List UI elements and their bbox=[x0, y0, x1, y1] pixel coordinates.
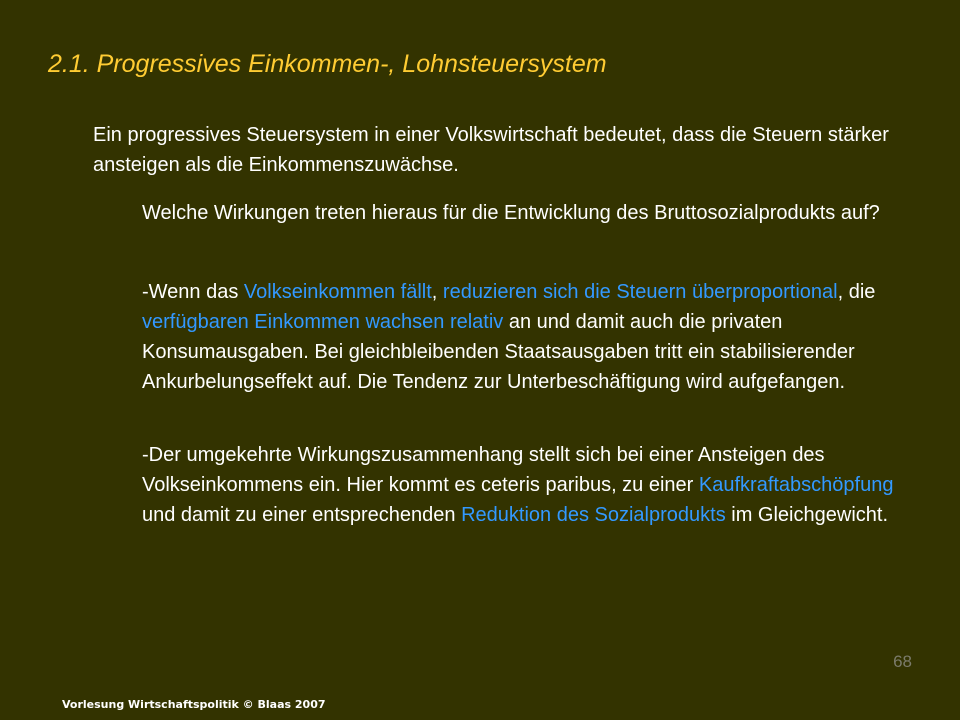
intro-paragraph: Ein progressives Steuersystem in einer Volkswirtschaft bedeutet, dass die Steuern stärker ansteigen als die Einkommenszuwächse. bbox=[93, 124, 889, 176]
page-number: 68 bbox=[893, 652, 912, 671]
slide-title: 2.1. Progressives Einkommen-, Lohnsteuersystem bbox=[48, 50, 607, 78]
highlight-kaufkraftabschoepfung: Kaufkraftabschöpfung bbox=[698, 474, 894, 496]
effect-decline-text-3: , die bbox=[837, 281, 876, 303]
effect-rise-text-3: im Gleichgewicht. bbox=[725, 504, 888, 526]
effect-decline-text-1: -Wenn das bbox=[142, 281, 244, 303]
question-paragraph: Welche Wirkungen treten hieraus für die Entwicklung des Bruttosozialprodukts auf? bbox=[142, 202, 880, 224]
effect-decline-text-4: an und damit auch die privaten Konsumausgaben. Bei gleichbleibenden Staatsausgaben tritt ein stabilisierender Ankurbelungseffekt auf. Die Tendenz zur Unterbeschäftigung wird aufgefangen. bbox=[142, 311, 855, 393]
footer-credit: Vorlesung Wirtschaftspolitik © Blaas 2007 bbox=[62, 698, 326, 711]
effect-rise-text-2: und damit zu einer entsprechenden bbox=[142, 504, 462, 526]
highlight-volkseinkommen-faellt: Volkseinkommen fällt bbox=[243, 281, 432, 303]
highlight-steuern-reduzieren: reduzieren sich die Steuern überproportional bbox=[442, 281, 838, 303]
effect-decline-paragraph bbox=[142, 277, 922, 397]
effect-rise-paragraph bbox=[142, 440, 922, 530]
highlight-verfuegbare-einkommen: verfügbaren Einkommen wachsen relativ bbox=[142, 311, 504, 333]
effect-rise-text-1: -Der umgekehrte Wirkungszusammenhang stellt sich bei einer Ansteigen des Volkseinkommens ein. Hier kommt es ceteris paribus, zu einer bbox=[142, 444, 825, 496]
highlight-reduktion-sozialprodukt: Reduktion des Sozialprodukts bbox=[461, 504, 726, 526]
effect-decline-text-2: , bbox=[431, 281, 443, 303]
